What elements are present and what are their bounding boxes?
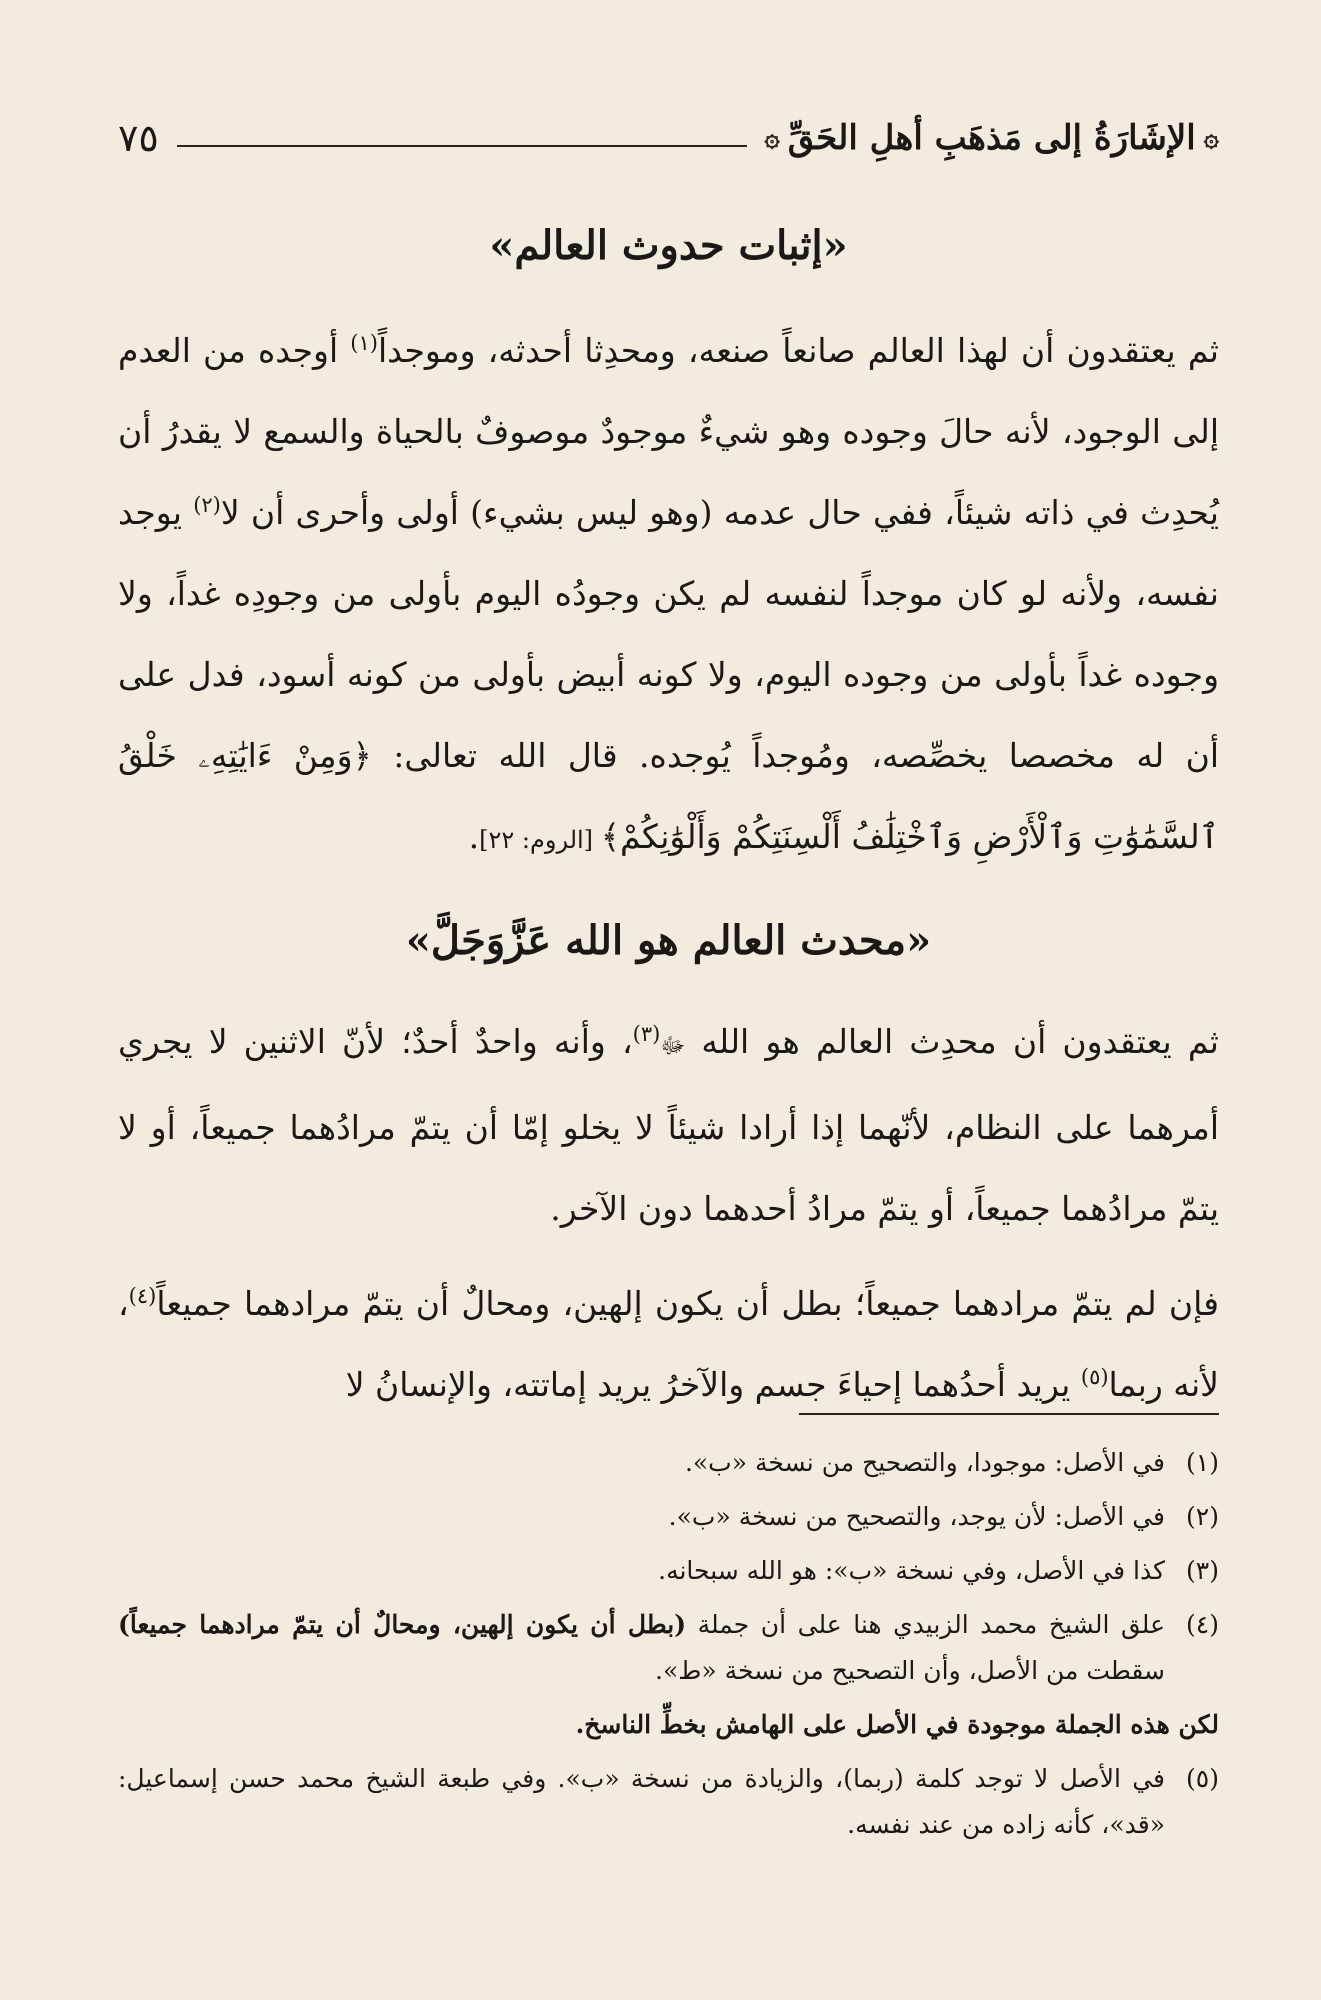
page-number: ٧٥: [118, 116, 159, 160]
footnote-text-run: سقطت من الأصل، وأن التصحيح من نسخة «ط».: [655, 1656, 1165, 1685]
ornament-right-icon: ۞: [1203, 123, 1219, 153]
footnote-ref[interactable]: (٢): [193, 493, 221, 517]
footnote-text: كذا في الأصل، وفي نسخة «ب»: هو الله سبحانه.: [658, 1556, 1165, 1585]
section-heading: «محدث العالم هو الله عَزَّوَجَلَّ»: [405, 917, 932, 964]
main-text: [118, 210, 1219, 1425]
footnote-text: في الأصل: موجودا، والتصحيح من نسخة «ب».: [684, 1448, 1165, 1477]
text-run: يريد أحدُهما إحياءَ جسم والآخرُ يريد إماتته، والإنسانُ لا: [345, 1365, 1081, 1404]
text-run: يوجد نفسه، ولأنه لو كان موجداً لنفسه لم يكن وجودُه اليوم بأولى من وجودِه غداً، ولا وجوده غداً بأولى من وجوده اليوم، ولا كونه أبيض بأولى من كونه أسود، فدل على أن له مخصصا يخصِّصه، ومُوجداً يُوجده. قال الله تعالى:: [118, 493, 1219, 775]
text-run: أوجده من العدم إلى الوجود، لأنه حالَ وجوده وهو شيءٌ موجودٌ موصوفٌ بالحياة والسمع لا يقدرُ أن يُحدِث في ذاته شيئاً، ففي حال عدمه (وهو ليس بشيء) أولى وأحرى أن لا: [118, 331, 1219, 532]
section-heading: «إثبات حدوث العالم»: [489, 222, 848, 269]
running-title-text: الإشَارَةُ إلى مَذهَبِ أهلِ الحَقِّ: [787, 118, 1196, 158]
quran-reference: [الروم: ٢٢]: [479, 826, 601, 854]
text-run: ثم يعتقدون أن محدِث العالم هو الله: [685, 1022, 1219, 1061]
honorific-glyph: ﷻ: [660, 1034, 686, 1059]
running-header: [118, 108, 1219, 168]
body-paragraph: [118, 1001, 1219, 1249]
footnote-ref[interactable]: (٤): [128, 1284, 157, 1308]
footnote-bold-run: (بطل أن يكون إلهين، ومحالٌ أن يتمّ مرادهما جميعاً): [118, 1610, 687, 1639]
footnote-ref[interactable]: (٣): [632, 1022, 661, 1046]
running-title: [765, 118, 1220, 158]
text-run: .: [468, 817, 480, 856]
footnote-text: في الأصل: لأن يوجد، والتصحيح من نسخة «ب».: [668, 1502, 1165, 1531]
text-run: ، وأنه واحدٌ أحدٌ؛ لأنّ الاثنين لا يجري أمرهما على النظام، لأنّهما إذا أرادا شيئاً لا يخلو إمّا أن يتمّ مرادُهما جميعاً، أو لا يتمّ مرادُهما جميعاً، أو يتمّ مرادُ أحدهما دون الآخر.: [118, 1022, 1219, 1228]
footnote-divider: [799, 1413, 1219, 1415]
footnotes: [118, 1440, 1219, 1856]
footnote-ref[interactable]: (٥): [1080, 1365, 1109, 1389]
text-run: ثم يعتقدون أن لهذا العالم صانعاً صنعه، ومحدِثا أحدثه، وموجداً: [377, 331, 1219, 370]
footnote-number: (١): [1186, 1448, 1219, 1477]
footnote-continuation: لكن هذه الجملة موجودة في الأصل على الهامش بخطِّ الناسخ.: [575, 1710, 1219, 1739]
body-paragraph: [118, 310, 1219, 881]
quran-verse: ﴿وَمِنْ ءَايَٰتِهِۦ خَلْقُ ٱلسَّمَٰوَٰتِ وَٱلْأَرْضِ وَٱخْتِلَٰفُ أَلْسِنَتِكُمْ وَأَلْوَٰنِكُمْ﴾: [118, 736, 1219, 856]
text-run: فإن لم يتمّ مرادهما جميعاً؛ بطل أن يكون إلهين، ومحالٌ أن يتمّ مرادهما جميعاً: [156, 1284, 1219, 1323]
text-run: ، لأنه ربما: [118, 1284, 1219, 1404]
footnote-number: (٤): [1186, 1610, 1219, 1639]
footnote: [118, 1602, 1219, 1694]
footnote-number: (٢): [1186, 1502, 1219, 1531]
footnote-number: (٥): [1186, 1764, 1219, 1793]
header-rule: [177, 145, 747, 147]
footnote: [118, 1440, 1219, 1486]
footnote: [118, 1548, 1219, 1594]
body-paragraph: [118, 1263, 1219, 1425]
footnote-text: في الأصل لا توجد كلمة (ربما)، والزيادة من نسخة «ب». وفي طبعة الشيخ محمد حسن إسماعيل: «قد»، كأنه زاده من عند نفسه.: [118, 1764, 1165, 1839]
footnote: [118, 1494, 1219, 1540]
footnote: [118, 1756, 1219, 1848]
footnote-number: (٣): [1186, 1556, 1219, 1585]
footnote-ref[interactable]: (١): [350, 331, 378, 355]
ornament-left-icon: ۞: [764, 123, 780, 153]
footnote-text-run: علق الشيخ محمد الزبيدي هنا على أن جملة: [686, 1610, 1165, 1639]
footnote-text: [118, 1602, 1165, 1694]
